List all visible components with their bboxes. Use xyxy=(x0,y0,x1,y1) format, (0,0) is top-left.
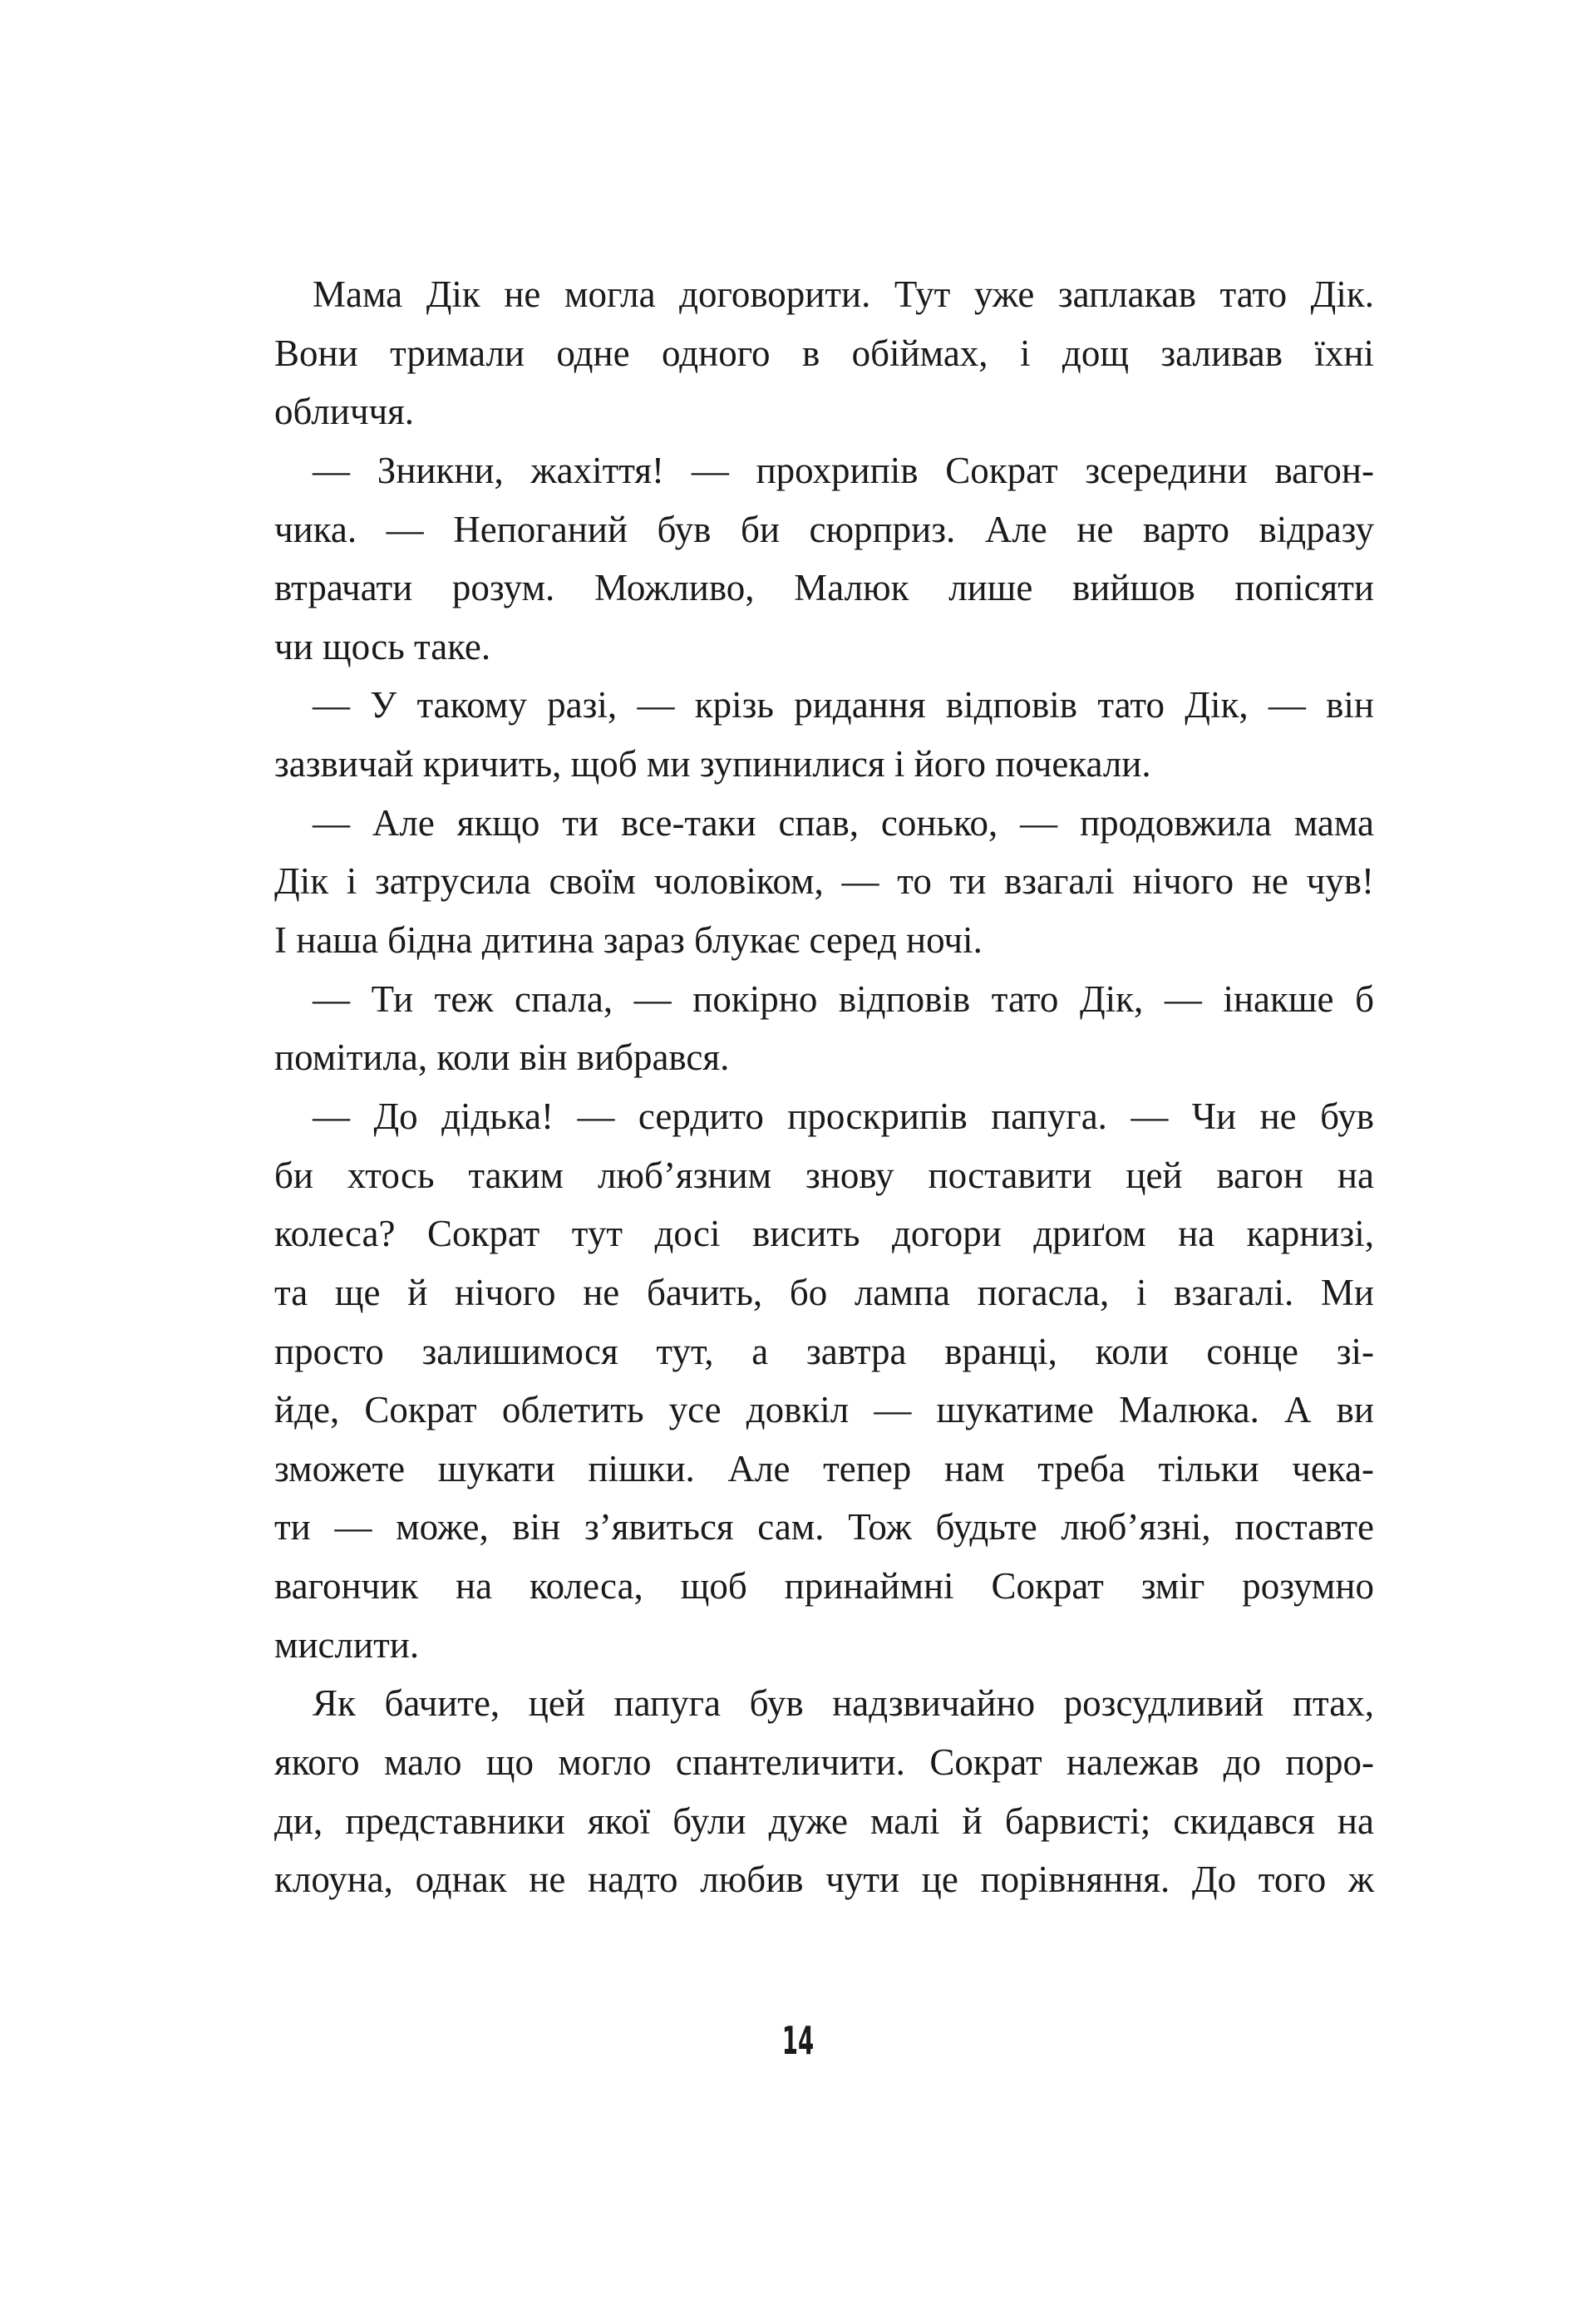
text-line: клоуна, однак не надто любив чути це порівняння. До того ж xyxy=(274,1859,1374,1901)
text-line: просто залишимося тут, а завтра вранці, коли сонце зі- xyxy=(274,1330,1374,1372)
text-line: би хтось таким люб’язним знову поставити цей вагон на xyxy=(274,1154,1374,1196)
text-line: — До дідька! — сердито проскрипів папуга. — Чи не був xyxy=(313,1095,1374,1137)
text-line: ди, представники якої були дуже малі й барвисті; скидався на xyxy=(274,1800,1374,1842)
paragraph xyxy=(274,970,1374,1087)
paragraph xyxy=(274,265,1374,441)
text-line: Мама Дік не могла договорити. Тут уже заплакав тато Дік. xyxy=(313,273,1374,315)
text-line: колеса? Сократ тут досі висить догори дриґом на карнизі, xyxy=(274,1213,1374,1255)
text-line: мислити. xyxy=(274,1623,420,1666)
page-number: 14 xyxy=(781,2018,815,2063)
text-line: зможете шукати пішки. Але тепер нам треба тільки чека- xyxy=(274,1447,1374,1489)
text-line: Вони тримали одне одного в обіймах, і дощ заливав їхні xyxy=(274,332,1374,374)
text-line: — Ти теж спала, — покірно відповів тато Дік, — інакше б xyxy=(313,977,1374,1020)
text-line: Дік і затрусила своїм чоловіком, — то ти взагалі нічого не чув! xyxy=(274,860,1374,903)
paragraph xyxy=(274,441,1374,677)
text-line: та ще й нічого не бачить, бо лампа погасла, і взагалі. Ми xyxy=(274,1271,1374,1313)
text-line: — Але якщо ти все-таки спав, сонько, — продовжила мама xyxy=(313,801,1374,844)
text-line: — Зникни, жахіття! — прохрипів Сократ зсередини вагон- xyxy=(313,449,1374,491)
text-line: вагончик на колеса, щоб принаймні Сократ зміг розумно xyxy=(274,1565,1374,1608)
paragraph xyxy=(274,1087,1374,1674)
text-line: йде, Сократ облетить усе довкіл — шукатиме Малюка. А ви xyxy=(274,1389,1374,1431)
text-line: обличчя. xyxy=(274,391,415,433)
text-line: якого мало що могло спантеличити. Сократ належав до поро- xyxy=(274,1741,1374,1784)
text-line: — У такому разі, — крізь ридання відповів тато Дік, — він xyxy=(313,684,1374,726)
paragraph xyxy=(274,1674,1374,1909)
body-text xyxy=(274,265,1374,1909)
text-line: помітила, коли він вибрався. xyxy=(274,1036,730,1079)
text-line: І наша бідна дитина зараз блукає серед ночі. xyxy=(274,919,983,962)
text-line: втрачати розум. Можливо, Малюк лише вийшов попісяти xyxy=(274,567,1374,609)
text-line: зазвичай кричить, щоб ми зупинилися і його почекали. xyxy=(274,743,1151,785)
paragraph xyxy=(274,794,1374,970)
text-line: чика. — Непоганий був би сюрприз. Але не варто відразу xyxy=(274,508,1374,550)
text-line: ти — може, він з’явиться сам. Тож будьте люб’язні, поставте xyxy=(274,1506,1374,1549)
paragraph xyxy=(274,676,1374,793)
text-line: Як бачите, цей папуга був надзвичайно розсудливий птах, xyxy=(313,1682,1374,1725)
text-line: чи щось таке. xyxy=(274,625,491,667)
